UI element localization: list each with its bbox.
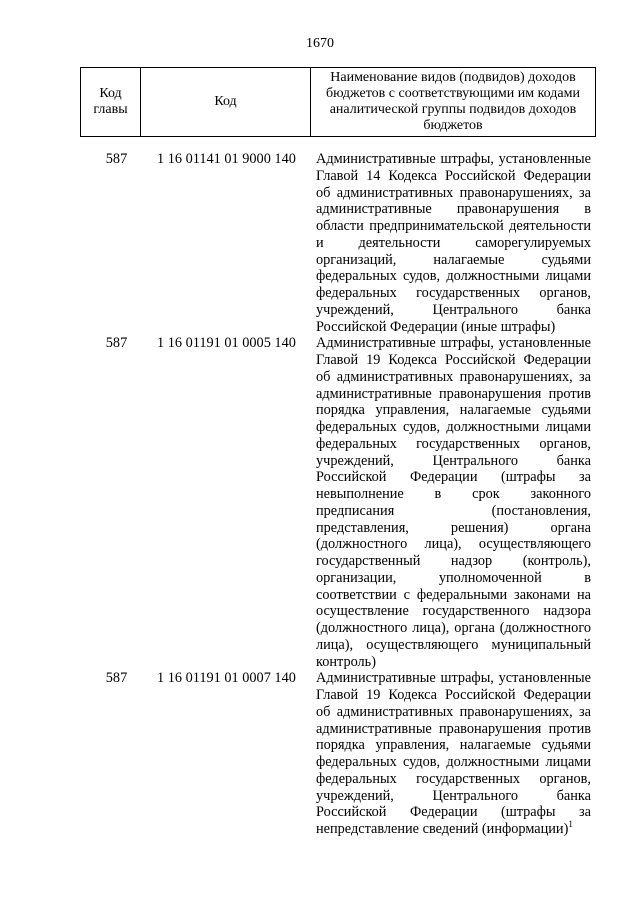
- description-line: учреждений, Центрального банка: [316, 301, 591, 318]
- description-line: осуществление государственного надзора: [316, 603, 591, 620]
- table-row: [80, 151, 595, 335]
- description-line: организаций, налагаемые судьями: [316, 251, 591, 268]
- description-line: учреждений, Центрального банка: [316, 787, 591, 804]
- description-line: административные правонарушения в: [316, 201, 591, 218]
- description-line: соответствии с федеральными законами на: [316, 586, 591, 603]
- description-line: об административных правонарушениях, за: [316, 184, 591, 201]
- description-line: федеральных судов, должностными лицами: [316, 419, 591, 435]
- income-code-cell: 1 16 01191 01 0007 140: [157, 670, 296, 687]
- description-line: предписания (постановления,: [316, 502, 591, 519]
- description-line: учреждений, Центрального банка: [316, 452, 591, 469]
- income-code-cell: 1 16 01141 01 9000 140: [157, 151, 296, 167]
- description-line: Главой 19 Кодекса Российской Федерации: [316, 352, 591, 368]
- chapter-code-cell: 587: [105, 670, 128, 687]
- description-line: (должностного лица), осуществляющего: [316, 536, 591, 553]
- description-line: области предпринимательской деятельности: [316, 218, 591, 234]
- description-line: Административные штрафы, установленные: [316, 151, 591, 167]
- description-line: федеральных судов, должностными лицами: [316, 268, 591, 285]
- income-code-cell: 1 16 01191 01 0005 140: [157, 335, 296, 352]
- chapter-code-cell: 587: [105, 335, 128, 352]
- description-line: Главой 19 Кодекса Российской Федерации: [316, 687, 591, 703]
- description-line: административные правонарушения против: [316, 385, 591, 402]
- description-line: контроль): [316, 653, 376, 670]
- table-row: [80, 670, 595, 838]
- footnote-mark: 1: [568, 819, 573, 830]
- description-line: Российской Федерации (штрафы за: [316, 469, 591, 486]
- description-line: невыполнение в срок законного: [316, 486, 591, 502]
- description-line: порядка управления, налагаемые судьями: [316, 402, 591, 419]
- table-row: [80, 335, 595, 670]
- description-line: Главой 14 Кодекса Российской Федерации: [316, 167, 591, 184]
- table-header: [80, 67, 596, 137]
- description-line: об административных правонарушениях, за: [316, 368, 591, 385]
- description-line: (должностного лица), органа (должностного: [316, 620, 591, 636]
- revenue-description-cell: [316, 151, 591, 335]
- header-code: Код: [141, 68, 311, 137]
- revenue-description-cell: [316, 335, 591, 670]
- description-line: административные правонарушения против: [316, 720, 591, 737]
- table-body: [80, 151, 595, 838]
- description-line: об административных правонарушениях, за: [316, 703, 591, 720]
- page-number: 1670: [306, 36, 334, 51]
- description-line: государственный надзор (контроль),: [316, 553, 591, 569]
- description-line: Административные штрафы, установленные: [316, 335, 591, 352]
- description-line: представления, решения) органа: [316, 519, 591, 536]
- description-line: лица), осуществляющего муниципальный: [316, 636, 591, 653]
- header-revenue-name: Наименование видов (подвидов) доходов бюджетов с соответствующими им кодами аналитической группы подвидов доходов бюджетов: [311, 68, 596, 137]
- description-line: федеральных судов, должностными лицами: [316, 754, 591, 770]
- description-line: федеральных государственных органов,: [316, 770, 591, 787]
- description-line: порядка управления, налагаемые судьями: [316, 737, 591, 754]
- description-line: организации, уполномоченной в: [316, 569, 591, 586]
- description-line: Российской Федерации (иные штрафы): [316, 318, 556, 335]
- description-line: Российской Федерации (штрафы за: [316, 804, 591, 821]
- revenue-description-cell: [316, 670, 591, 838]
- chapter-code-cell: 587: [105, 151, 128, 167]
- header-chapter-code: Код главы: [81, 68, 141, 137]
- description-line: и деятельности саморегулируемых: [316, 234, 591, 251]
- description-line: федеральных государственных органов,: [316, 285, 591, 301]
- description-line: Административные штрафы, установленные: [316, 670, 591, 687]
- description-line: федеральных государственных органов,: [316, 435, 591, 452]
- description-line: непредставление сведений (информации): [316, 821, 569, 837]
